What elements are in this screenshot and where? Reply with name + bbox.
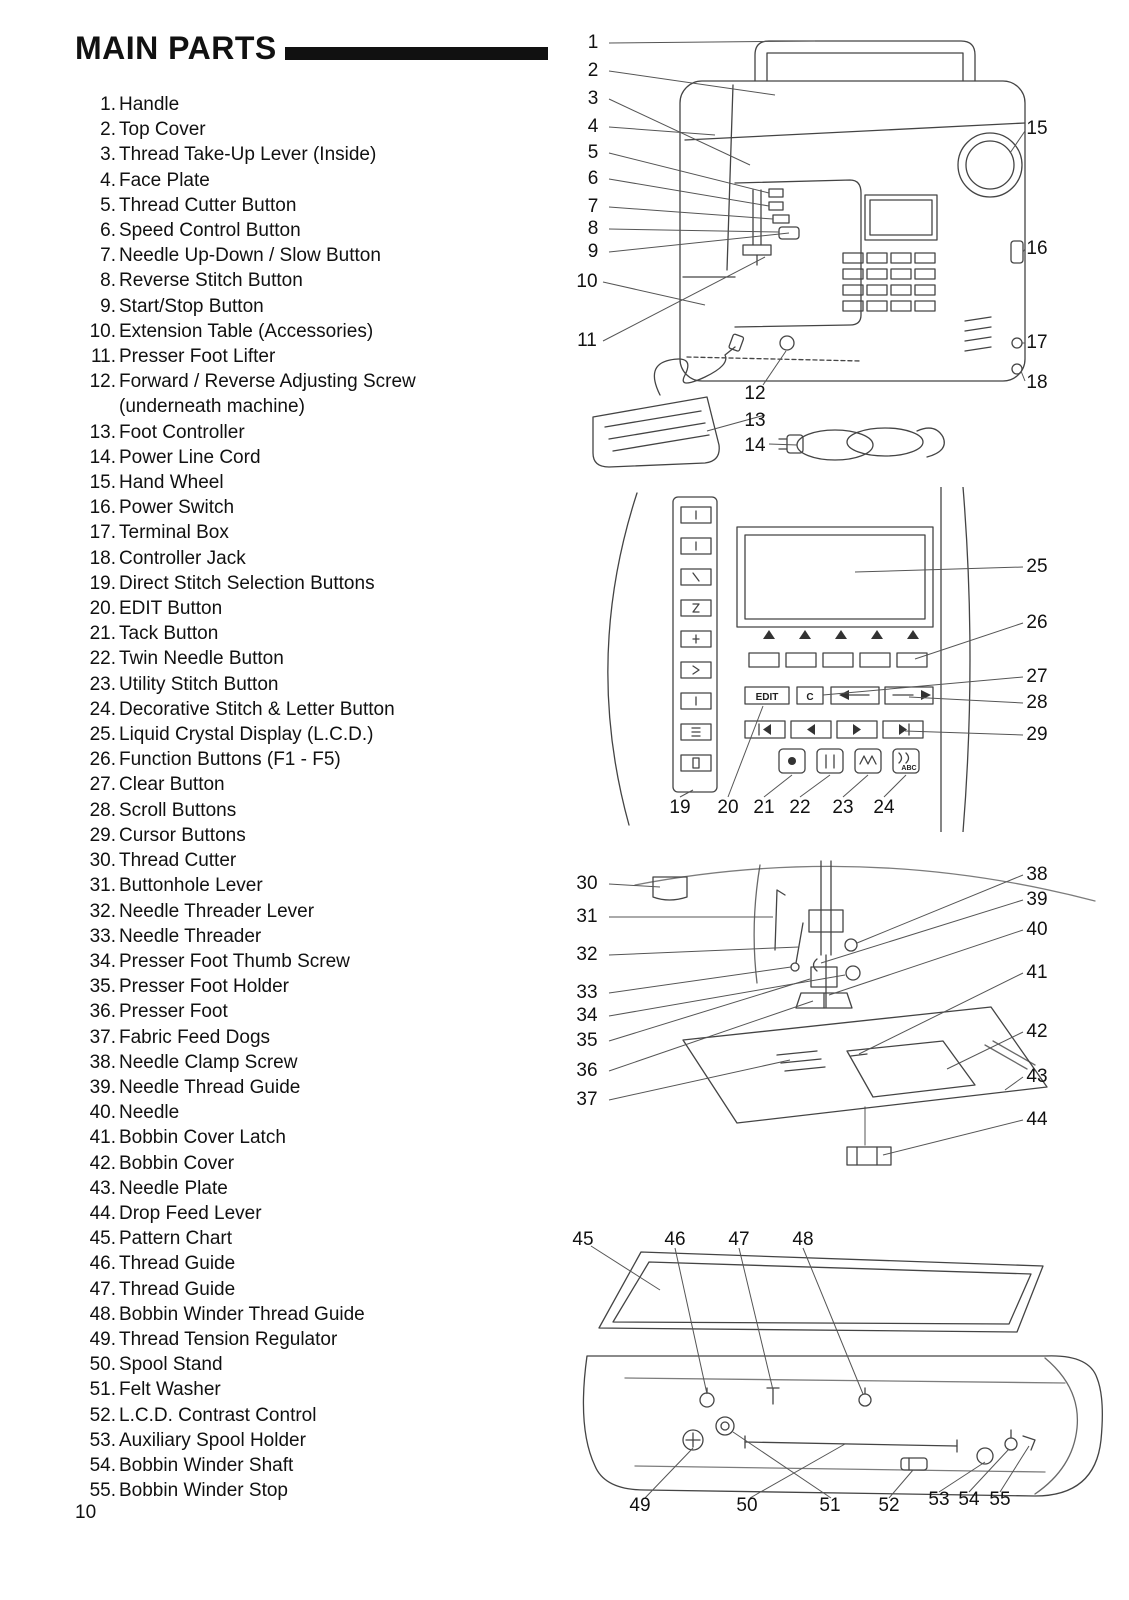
callout-50: 50 xyxy=(736,1495,758,1516)
part-number: 17. xyxy=(89,522,116,544)
part-name: Thread Tension Regulator xyxy=(119,1328,338,1350)
part-number: 38. xyxy=(89,1051,116,1073)
part-number: 40. xyxy=(89,1102,116,1124)
part-name: Decorative Stitch & Letter Button xyxy=(119,698,395,720)
callout-1: 1 xyxy=(587,32,599,53)
callout-33: 33 xyxy=(576,982,598,1003)
callout-10: 10 xyxy=(576,271,598,292)
part-list-item xyxy=(78,470,558,495)
callout-17: 17 xyxy=(1026,332,1048,353)
part-name: Presser Foot Thumb Screw xyxy=(119,950,350,972)
part-list-item xyxy=(78,873,558,898)
callout-14: 14 xyxy=(744,435,766,456)
part-number: 11. xyxy=(90,346,116,368)
part-name: Power Line Cord xyxy=(119,446,261,468)
part-list-item xyxy=(78,772,558,797)
part-name-line2: (underneath machine) xyxy=(119,396,305,418)
part-list-item xyxy=(78,1277,558,1302)
control-panel-illustration xyxy=(565,487,1120,832)
part-number: 8. xyxy=(100,270,116,292)
part-number: 22. xyxy=(89,648,116,670)
part-list-item xyxy=(78,1403,558,1428)
callout-38: 38 xyxy=(1026,864,1048,885)
part-number: 37. xyxy=(89,1026,116,1048)
callout-53: 53 xyxy=(928,1489,950,1510)
part-list-item xyxy=(78,1327,558,1352)
part-name: Face Plate xyxy=(119,169,210,191)
top-cover-diagram xyxy=(565,1228,1120,1528)
part-number: 9. xyxy=(100,295,116,317)
part-list-item xyxy=(78,218,558,243)
part-name: Thread Take-Up Lever (Inside) xyxy=(119,144,377,166)
abc-button-label: ABC xyxy=(901,765,917,772)
part-list-item xyxy=(78,294,558,319)
part-name: Function Buttons (F1 - F5) xyxy=(119,749,341,771)
callout-42: 42 xyxy=(1026,1021,1048,1042)
part-name: Thread Cutter Button xyxy=(119,194,297,216)
part-list-item xyxy=(78,1302,558,1327)
part-number: 42. xyxy=(89,1152,116,1174)
part-number: 30. xyxy=(89,850,116,872)
part-number: 55. xyxy=(89,1480,116,1502)
part-list-item xyxy=(78,1176,558,1201)
part-list-item xyxy=(78,1125,558,1150)
part-list-item xyxy=(78,747,558,772)
part-name: Top Cover xyxy=(119,119,206,141)
callout-31: 31 xyxy=(576,906,598,927)
page-title: MAIN PARTS xyxy=(75,30,277,66)
callout-34: 34 xyxy=(576,1005,598,1026)
part-name: Thread Guide xyxy=(119,1278,236,1300)
part-list-item xyxy=(78,445,558,470)
part-list-item xyxy=(78,344,558,369)
callout-32: 32 xyxy=(576,944,598,965)
part-number: 2. xyxy=(100,119,116,141)
parts-list xyxy=(78,92,558,1503)
callout-3: 3 xyxy=(587,88,599,109)
callout-6: 6 xyxy=(587,168,599,189)
callout-43: 43 xyxy=(1026,1066,1048,1087)
part-number: 53. xyxy=(89,1429,116,1451)
part-name: Terminal Box xyxy=(119,522,229,544)
part-list-item xyxy=(78,1251,558,1276)
part-list-item xyxy=(78,848,558,873)
part-name: Power Switch xyxy=(119,497,235,519)
callout-37: 37 xyxy=(576,1089,598,1110)
clear-button-label: C xyxy=(806,692,814,703)
part-name: Presser Foot xyxy=(119,1001,228,1023)
part-number: 18. xyxy=(89,547,116,569)
part-name: Bobbin Winder Stop xyxy=(119,1480,288,1502)
part-number: 45. xyxy=(89,1228,116,1250)
part-list-item xyxy=(78,193,558,218)
part-list-item xyxy=(78,1025,558,1050)
part-name: Needle Up-Down / Slow Button xyxy=(119,245,381,267)
part-list-item xyxy=(78,974,558,999)
part-name: Drop Feed Lever xyxy=(119,1202,262,1224)
callout-22: 22 xyxy=(789,797,811,818)
part-name: Twin Needle Button xyxy=(119,648,284,670)
part-list-item xyxy=(78,268,558,293)
part-number: 7. xyxy=(100,245,116,267)
part-name: Clear Button xyxy=(119,774,225,796)
callout-55: 55 xyxy=(989,1489,1011,1510)
part-number: 25. xyxy=(89,724,116,746)
callout-7: 7 xyxy=(587,196,599,217)
callout-2: 2 xyxy=(587,60,599,81)
part-name: Fabric Feed Dogs xyxy=(119,1026,271,1048)
part-name: Spool Stand xyxy=(119,1354,223,1376)
part-list-item xyxy=(78,621,558,646)
part-name: Speed Control Button xyxy=(119,220,301,242)
callout-9: 9 xyxy=(587,241,599,262)
part-number: 27. xyxy=(89,774,116,796)
part-list-item xyxy=(78,168,558,193)
part-number: 5. xyxy=(100,194,116,216)
callout-8: 8 xyxy=(587,218,599,239)
part-number: 51. xyxy=(89,1379,116,1401)
part-name: Felt Washer xyxy=(119,1379,221,1401)
part-name: Foot Controller xyxy=(119,421,245,443)
part-name: Forward / Reverse Adjusting Screw xyxy=(119,371,416,393)
part-list-item xyxy=(78,571,558,596)
part-list-item xyxy=(78,924,558,949)
callout-44: 44 xyxy=(1026,1109,1048,1130)
callout-18: 18 xyxy=(1026,372,1048,393)
part-number: 46. xyxy=(89,1253,116,1275)
part-name: Buttonhole Lever xyxy=(119,875,263,897)
callout-5: 5 xyxy=(587,142,599,163)
part-list-item xyxy=(78,319,558,344)
part-number: 33. xyxy=(89,925,116,947)
part-name: Direct Stitch Selection Buttons xyxy=(119,572,375,594)
part-number: 31. xyxy=(89,875,116,897)
part-name: Presser Foot Lifter xyxy=(119,346,276,368)
part-number: 50. xyxy=(89,1354,116,1376)
callout-16: 16 xyxy=(1026,238,1048,259)
callout-51: 51 xyxy=(819,1495,841,1516)
part-list-item xyxy=(78,798,558,823)
part-number: 3. xyxy=(100,144,116,166)
part-list-item xyxy=(78,1151,558,1176)
part-list-item xyxy=(78,117,558,142)
part-number: 28. xyxy=(89,799,116,821)
callout-35: 35 xyxy=(576,1030,598,1051)
callout-45: 45 xyxy=(572,1229,594,1250)
part-name: Scroll Buttons xyxy=(119,799,237,821)
part-number: 1. xyxy=(100,94,116,115)
part-name: Bobbin Winder Shaft xyxy=(119,1454,294,1476)
part-name: Needle xyxy=(119,1102,180,1124)
part-name: Presser Foot Holder xyxy=(119,976,290,998)
part-list-item xyxy=(78,672,558,697)
part-name: Needle Threader xyxy=(119,925,262,947)
part-name: Thread Cutter xyxy=(119,850,237,872)
part-name: Needle Clamp Screw xyxy=(119,1051,298,1073)
part-number: 54. xyxy=(89,1454,116,1476)
part-name: Tack Button xyxy=(119,623,219,645)
part-list-item xyxy=(78,495,558,520)
part-name: Needle Thread Guide xyxy=(119,1076,301,1098)
callout-39: 39 xyxy=(1026,889,1048,910)
part-list-item xyxy=(78,899,558,924)
part-number: 32. xyxy=(89,900,116,922)
part-list-item xyxy=(78,949,558,974)
machine-overview-diagram xyxy=(565,25,1120,485)
part-name: Liquid Crystal Display (L.C.D.) xyxy=(119,724,374,746)
part-number: 41. xyxy=(89,1127,116,1149)
callout-20: 20 xyxy=(717,797,739,818)
part-number: 44. xyxy=(89,1202,116,1224)
callout-54: 54 xyxy=(958,1489,980,1510)
part-number: 34. xyxy=(89,950,116,972)
callout-21: 21 xyxy=(753,797,775,818)
callout-12: 12 xyxy=(744,383,766,404)
part-number: 49. xyxy=(89,1328,116,1350)
callout-40: 40 xyxy=(1026,919,1048,940)
part-list-item xyxy=(78,722,558,747)
part-number: 47. xyxy=(89,1278,116,1300)
part-number: 52. xyxy=(89,1404,116,1426)
part-number: 16. xyxy=(89,497,116,519)
page-number: 10 xyxy=(75,1502,97,1523)
part-list-item xyxy=(78,999,558,1024)
part-number: 21. xyxy=(89,623,116,645)
part-name: Bobbin Cover xyxy=(119,1152,235,1174)
part-list-item xyxy=(78,823,558,848)
callout-15: 15 xyxy=(1026,118,1048,139)
part-list-item xyxy=(78,1075,558,1100)
part-name: Thread Guide xyxy=(119,1253,236,1275)
part-list-item xyxy=(78,369,558,394)
callout-25: 25 xyxy=(1026,556,1048,577)
top-cover-illustration xyxy=(565,1228,1120,1528)
part-list-item xyxy=(78,1201,558,1226)
part-number: 6. xyxy=(100,220,116,242)
part-number: 14. xyxy=(89,446,116,468)
part-name: Utility Stitch Button xyxy=(119,673,279,695)
part-number: 39. xyxy=(89,1076,116,1098)
part-number: 24. xyxy=(89,698,116,720)
part-number: 19. xyxy=(89,572,116,594)
part-list-item xyxy=(78,1377,558,1402)
callout-27: 27 xyxy=(1026,666,1048,687)
part-name: Auxiliary Spool Holder xyxy=(119,1429,306,1451)
callout-36: 36 xyxy=(576,1060,598,1081)
callout-41: 41 xyxy=(1026,962,1048,983)
callout-19: 19 xyxy=(669,797,691,818)
part-list-item xyxy=(78,1226,558,1251)
part-name: Extension Table (Accessories) xyxy=(119,320,374,342)
callout-4: 4 xyxy=(587,116,599,137)
part-number: 23. xyxy=(89,673,116,695)
part-name: Bobbin Cover Latch xyxy=(119,1127,286,1149)
part-number: 4. xyxy=(100,169,116,191)
page-header xyxy=(75,30,548,67)
part-name: Pattern Chart xyxy=(119,1228,232,1250)
part-list-item xyxy=(78,92,558,117)
part-list-item xyxy=(78,1100,558,1125)
callout-24: 24 xyxy=(873,797,895,818)
part-name: EDIT Button xyxy=(119,598,223,620)
callout-11: 11 xyxy=(577,330,597,351)
part-number: 15. xyxy=(89,472,116,494)
needle-area-diagram xyxy=(565,855,1120,1200)
part-name: Bobbin Winder Thread Guide xyxy=(119,1303,365,1325)
part-number: 36. xyxy=(89,1001,116,1023)
part-number: 26. xyxy=(89,749,116,771)
part-name: L.C.D. Contrast Control xyxy=(119,1404,317,1426)
part-name: Start/Stop Button xyxy=(119,295,264,317)
part-name: Reverse Stitch Button xyxy=(119,270,303,292)
callout-52: 52 xyxy=(878,1495,900,1516)
part-list-item xyxy=(78,1428,558,1453)
part-list-item xyxy=(78,243,558,268)
part-list-item xyxy=(78,1453,558,1478)
part-list-item xyxy=(78,596,558,621)
part-list-item xyxy=(78,142,558,167)
callout-46: 46 xyxy=(664,1229,686,1250)
callout-13: 13 xyxy=(744,410,766,431)
callout-28: 28 xyxy=(1026,692,1048,713)
part-name: Needle Plate xyxy=(119,1177,228,1199)
callout-30: 30 xyxy=(576,873,598,894)
callout-23: 23 xyxy=(832,797,854,818)
part-number: 43. xyxy=(89,1177,116,1199)
part-list-item xyxy=(78,1050,558,1075)
control-panel-diagram xyxy=(565,487,1120,832)
part-list-item xyxy=(78,1352,558,1377)
title-rule xyxy=(285,47,548,60)
callout-29: 29 xyxy=(1026,724,1048,745)
part-number: 10. xyxy=(89,320,116,342)
part-name: Cursor Buttons xyxy=(119,824,246,846)
callout-47: 47 xyxy=(728,1229,750,1250)
part-number: 20. xyxy=(89,598,116,620)
part-list-item xyxy=(78,646,558,671)
part-number: 13. xyxy=(89,421,116,443)
callout-26: 26 xyxy=(1026,612,1048,633)
callout-49: 49 xyxy=(629,1495,651,1516)
part-list-item xyxy=(78,546,558,571)
part-number: 48. xyxy=(89,1303,116,1325)
edit-button-label: EDIT xyxy=(755,692,779,703)
part-list-item xyxy=(78,520,558,545)
part-list-item xyxy=(78,420,558,445)
part-name: Controller Jack xyxy=(119,547,246,569)
part-list-item xyxy=(78,1478,558,1503)
part-list-item xyxy=(78,697,558,722)
callout-48: 48 xyxy=(792,1229,814,1250)
part-number: 12. xyxy=(89,371,116,393)
part-name: Hand Wheel xyxy=(119,472,224,494)
part-name: Needle Threader Lever xyxy=(119,900,315,922)
part-number: 35. xyxy=(89,976,116,998)
part-name: Handle xyxy=(119,94,180,115)
part-number: 29. xyxy=(89,824,116,846)
